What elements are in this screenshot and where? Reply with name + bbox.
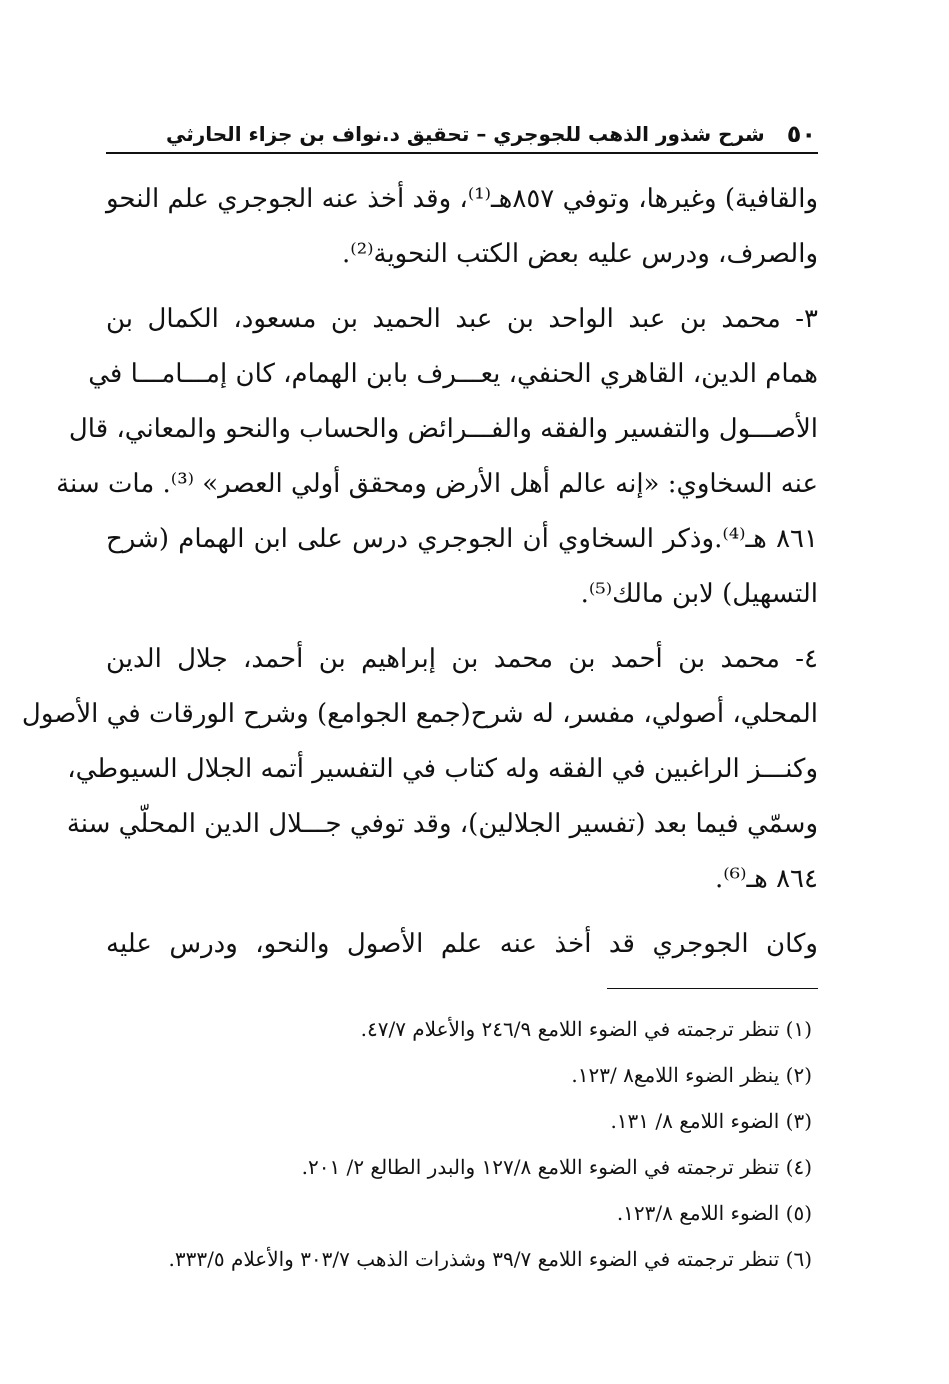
running-title: شرح شذور الذهب للجوجري – تحقيق د.نواف بن جزاء الحارثي <box>166 122 765 146</box>
page-header <box>106 114 818 154</box>
footnotes <box>90 1006 812 1282</box>
text-line: ٨٦١ هـ⁽⁴⁾.وذكر السخاوي أن الجوجري درس على ابن الهمام (شرح <box>106 524 818 554</box>
footnote: (٣) الضوء اللامع ٨/ ١٣١. <box>610 1109 812 1133</box>
footnote-separator <box>607 988 818 989</box>
footnote: (٤) تنظر ترجمته في الضوء اللامع ١٢٧/٨ والبدر الطالع ٢/ ٢٠١. <box>301 1155 812 1179</box>
text-line: والقافية) وغيرها، وتوفي ٨٥٧هـ⁽¹⁾، وقد أخذ عنه الجوجري علم النحو <box>106 184 819 214</box>
text-line: ٤- محمد بن أحمد بن محمد بن إبراهيم بن أحمد، جلال الدين <box>106 644 818 674</box>
text-line: والصرف، ودرس عليه بعض الكتب النحوية⁽²⁾. <box>342 239 818 269</box>
text-line: التسهيل) لابن مالك⁽⁵⁾. <box>580 579 818 609</box>
footnote: (٦) تنظر ترجمته في الضوء اللامع ٣٩/٧ وشذرات الذهب ٣٠٣/٧ والأعلام ٣٣٣/٥. <box>168 1247 812 1271</box>
text-line: المحلي، أصولي، مفسر، له شرح(جمع الجوامع) وشرح الورقات في الأصول <box>21 699 818 729</box>
footnote: (٢) ينظر الضوء اللامع٨ /١٢٣. <box>571 1063 812 1087</box>
text-line: وسمّي فيما بعد (تفسير الجلالين)، وقد توفي جـــلال الدين المحلّي سنة <box>66 809 818 839</box>
main-text <box>21 172 819 972</box>
text-line: وكنـــز الراغبين في الفقه وله كتاب في التفسير أتمه الجلال السيوطي، <box>67 754 818 784</box>
text-line: ٨٦٤ هـ⁽⁶⁾. <box>715 864 818 894</box>
page-number: ٥٠ <box>786 120 816 148</box>
text-line: ٣- محمد بن عبد الواحد بن عبد الحميد بن مسعود، الكمال بن <box>106 304 818 334</box>
text-line: وكان الجوجري قد أخذ عنه علم الأصول والنحو، ودرس عليه <box>106 929 818 959</box>
text-line: الأصـــول والتفسير والفقه والفـــرائض والحساب والنحو والمعاني، قال <box>68 414 818 444</box>
text-line: همام الدين، القاهري الحنفي، يعـــرف بابن الهمام، كان إمـــامـــا في <box>88 359 818 389</box>
footnote: (٥) الضوء اللامع ١٢٣/٨. <box>616 1201 812 1225</box>
text-line: عنه السخاوي: «إنه عالم أهل الأرض ومحقق أولي العصر» ⁽³⁾. مات سنة <box>56 469 818 499</box>
footnote: (١) تنظر ترجمته في الضوء اللامع ٢٤٦/٩ والأعلام ٤٧/٧. <box>360 1017 812 1041</box>
